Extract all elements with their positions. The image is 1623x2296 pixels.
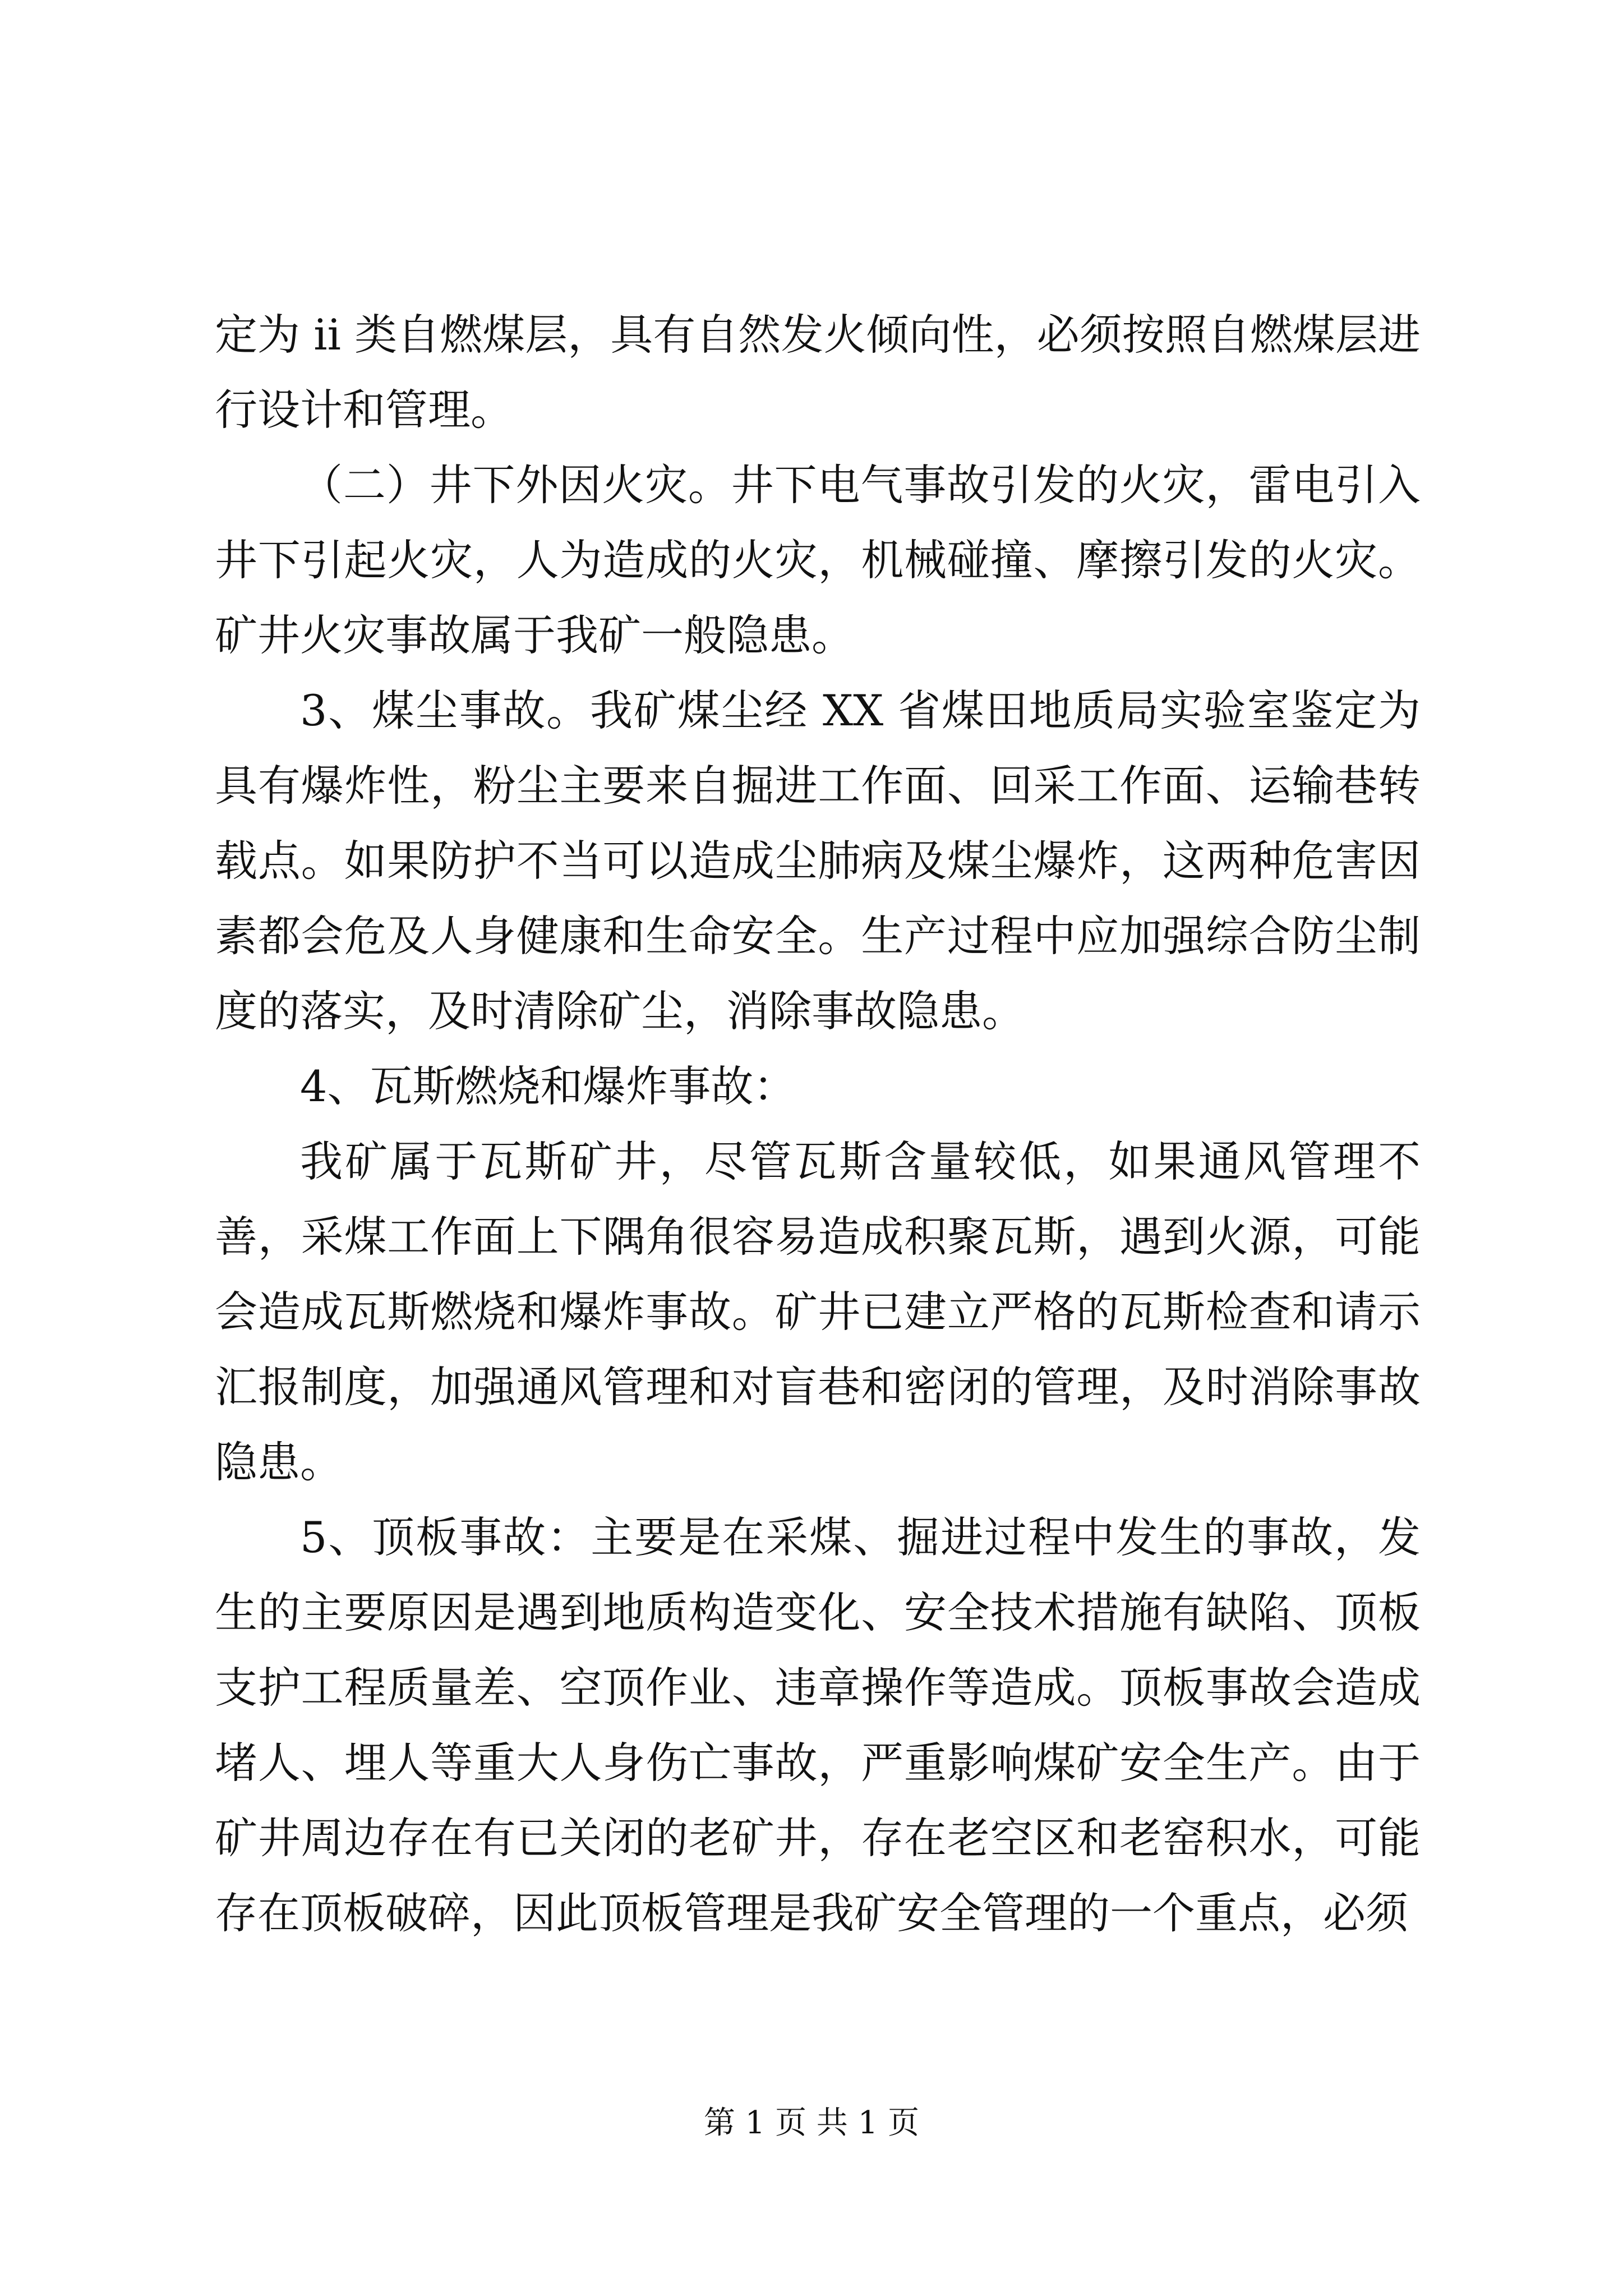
document-body	[215, 297, 1421, 1951]
paragraph-roof-accident: 5、顶板事故：主要是在采煤、掘进过程中发生的事故，发生的主要原因是遇到地质构造变化、安全技术措施有缺陷、顶板支护工程质量差、空顶作业、违章操作等造成。顶板事故会造成堵人、埋人等重大人身伤亡事故，严重影响煤矿安全生产。由于矿井周边存在有已关闭的老矿井，存在老空区和老窑积水，可能存在顶板破碎，因此顶板管理是我矿安全管理的一个重点，必须	[215, 1512, 1421, 1938]
paragraph-continuation: 定为 ii 类自燃煤层，具有自然发火倾向性，必须按照自燃煤层进行设计和管理。	[215, 310, 1421, 435]
paragraph-external-fire: （二）井下外因火灾。井下电气事故引发的火灾，雷电引入井下引起火灾，人为造成的火灾，机械碰撞、摩擦引发的火灾。矿井火灾事故属于我矿一般隐患。	[215, 460, 1421, 660]
paragraph-gas-detail: 我矿属于瓦斯矿井，尽管瓦斯含量较低，如果通风管理不善，采煤工作面上下隅角很容易造成积聚瓦斯，遇到火源，可能会造成瓦斯燃烧和爆炸事故。矿井已建立严格的瓦斯检查和请示汇报制度，加强通风管理和对盲巷和密闭的管理，及时消除事故隐患。	[215, 1137, 1421, 1487]
paragraph-coal-dust: 3、煤尘事故。我矿煤尘经 XX 省煤田地质局实验室鉴定为具有爆炸性，粉尘主要来自掘进工作面、回采工作面、运输巷转载点。如果防护不当可以造成尘肺病及煤尘爆炸，这两种危害因素都会危及人身健康和生命安全。生产过程中应加强综合防尘制度的落实，及时清除矿尘，消除事故隐患。	[215, 685, 1421, 1036]
page-footer: 第 1 页 共 1 页	[703, 2105, 920, 2141]
paragraph-gas-heading: 4、瓦斯燃烧和爆炸事故：	[300, 1061, 796, 1111]
